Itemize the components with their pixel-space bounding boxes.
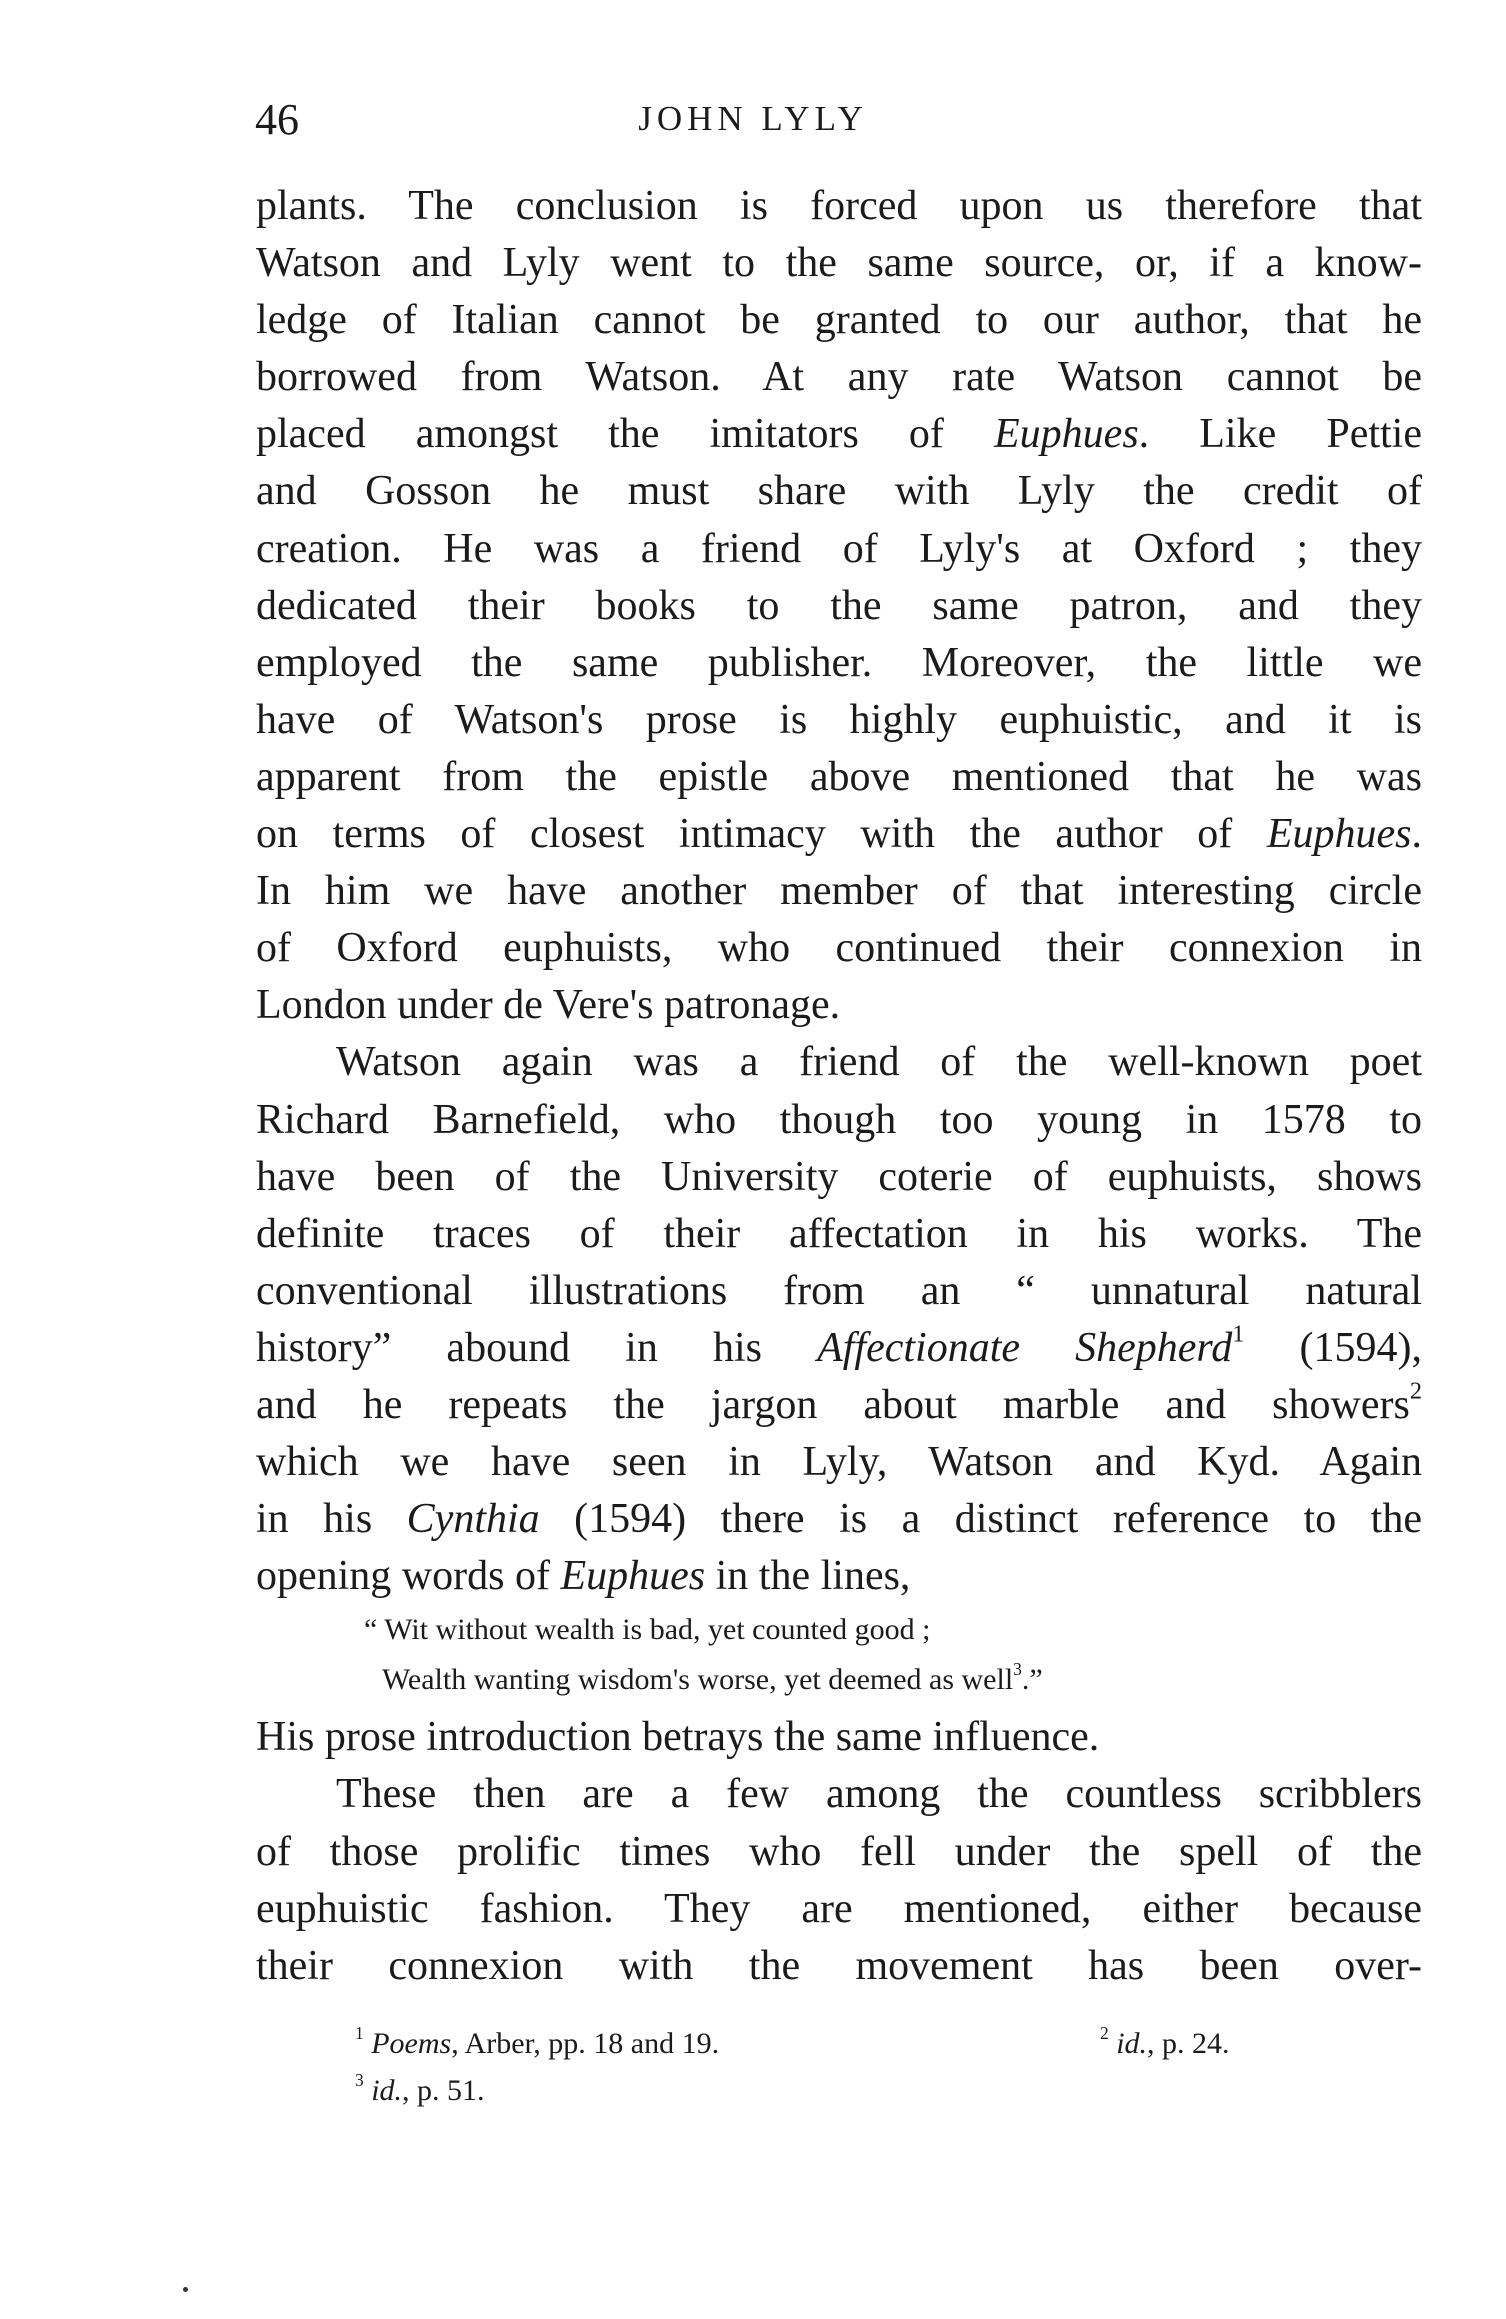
footnote-text: , Arber, pp. 18 and 19. — [451, 2027, 720, 2060]
text-line — [256, 406, 1422, 463]
after-quote — [256, 1709, 1422, 1766]
footnote-title: id. — [1116, 2027, 1148, 2060]
text-run: (1594) there is a distinct reference to the — [539, 1496, 1422, 1543]
text-line: employed the same publisher. Moreover, the little we — [256, 639, 1422, 686]
text-line: creation. He was a friend of Lyly's at Oxford ; they — [256, 525, 1422, 572]
text-line: of Oxford euphuists, who continued their connexion in — [256, 925, 1422, 972]
footnote-title: id. — [371, 2074, 403, 2107]
footnote-ref: 1 — [1232, 1320, 1245, 1348]
text-line: plants. The conclusion is forced upon us therefore that — [256, 183, 1422, 229]
text-line: euphuistic fashion. They are mentioned, either because — [256, 1885, 1422, 1932]
text-line — [256, 1548, 1422, 1605]
text-line: have been of the University coterie of euphuists, shows — [256, 1153, 1422, 1200]
text-line: London under de Vere's patronage. — [256, 982, 841, 1029]
book-title: Euphues — [994, 411, 1139, 458]
text-run: and he repeats the jargon about marble and showers — [256, 1381, 1410, 1428]
text-line: dedicated their books to the same patron, and they — [256, 582, 1422, 629]
text-line: apparent from the epistle above mentioned that he was — [256, 753, 1422, 800]
footnote-ref: 3 — [1013, 1659, 1022, 1680]
text-run: in his — [256, 1496, 407, 1543]
text-line: definite traces of their affectation in his works. The — [256, 1210, 1422, 1257]
text-line: and Gosson he must share with Lyly the credit of — [256, 468, 1422, 515]
footnote-marker: 1 — [355, 2023, 364, 2044]
text-run: Wealth wanting wisdom's worse, yet deemed as well — [382, 1663, 1014, 1697]
paragraph-3 — [256, 1766, 1422, 1994]
text-run: .” — [1021, 1663, 1043, 1697]
text-line: borrowed from Watson. At any rate Watson cannot be — [256, 354, 1422, 401]
text-line: conventional illustrations from an “ unnatural natural — [256, 1267, 1422, 1314]
text-line: Richard Barnefield, who though too young in 1578 to — [256, 1096, 1422, 1143]
book-title: Affectionate Shepherd — [817, 1324, 1233, 1371]
footnote-3 — [355, 2067, 485, 2114]
footnote-marker: 3 — [355, 2070, 364, 2091]
print-speck — [183, 2287, 188, 2292]
text-line: have of Watson's prose is highly euphuistic, and it is — [256, 696, 1422, 743]
text-run: on terms of closest intimacy with the author of — [256, 811, 1267, 858]
paragraph-2 — [256, 1034, 1422, 1605]
footnote-ref: 2 — [1409, 1377, 1422, 1405]
footnote-row — [355, 2067, 1355, 2114]
page-number: 46 — [255, 95, 299, 144]
text-line — [256, 1491, 1422, 1548]
body-text — [256, 178, 1422, 1995]
text-line: their connexion with the movement has been over- — [256, 1942, 1422, 1989]
text-run: history” abound in his — [256, 1324, 818, 1371]
footnote-2 — [1100, 2020, 1230, 2067]
text-line: ledge of Italian cannot be granted to our author, that he — [256, 297, 1422, 344]
book-title: Euphues — [560, 1553, 706, 1600]
verse-line: “ Wit without wealth is bad, yet counted good ; — [364, 1613, 931, 1647]
text-line: His prose introduction betrays the same influence. — [256, 1714, 1100, 1761]
text-line — [256, 1320, 1422, 1377]
paragraph-1 — [256, 178, 1422, 1034]
footnote-1 — [355, 2020, 719, 2067]
text-run: . — [1411, 811, 1422, 858]
text-line: Watson and Lyly went to the same source, or, if a know- — [256, 240, 1422, 287]
text-run: in the lines, — [705, 1553, 911, 1600]
text-line: In him we have another member of that interesting circle — [256, 868, 1422, 915]
book-title: Cynthia — [406, 1496, 540, 1543]
text-run: opening words of — [256, 1553, 561, 1600]
text-run: placed amongst the imitators of — [256, 411, 995, 458]
text-run: . Like Pettie — [1138, 411, 1422, 458]
footnote-text: , p. 51. — [402, 2074, 485, 2107]
text-line: These then are a few among the countless scribblers — [336, 1771, 1422, 1818]
footnotes — [355, 2020, 1355, 2114]
text-run: (1594), — [1244, 1324, 1422, 1371]
text-line — [256, 806, 1422, 863]
text-line: which we have seen in Lyly, Watson and Kyd. Again — [256, 1439, 1422, 1486]
running-head: JOHN LYLY — [638, 99, 868, 138]
footnote-row — [355, 2020, 1355, 2067]
text-line: of those prolific times who fell under the spell of the — [256, 1828, 1422, 1875]
verse-quotation — [364, 1605, 1334, 1705]
footnote-marker: 2 — [1100, 2023, 1109, 2044]
text-line — [256, 1377, 1422, 1434]
footnote-title: Poems — [371, 2027, 452, 2060]
text-line: Watson again was a friend of the well-known poet — [336, 1039, 1422, 1086]
footnote-text: , p. 24. — [1147, 2027, 1230, 2060]
book-title: Euphues — [1266, 811, 1412, 858]
verse-line — [364, 1655, 1334, 1705]
